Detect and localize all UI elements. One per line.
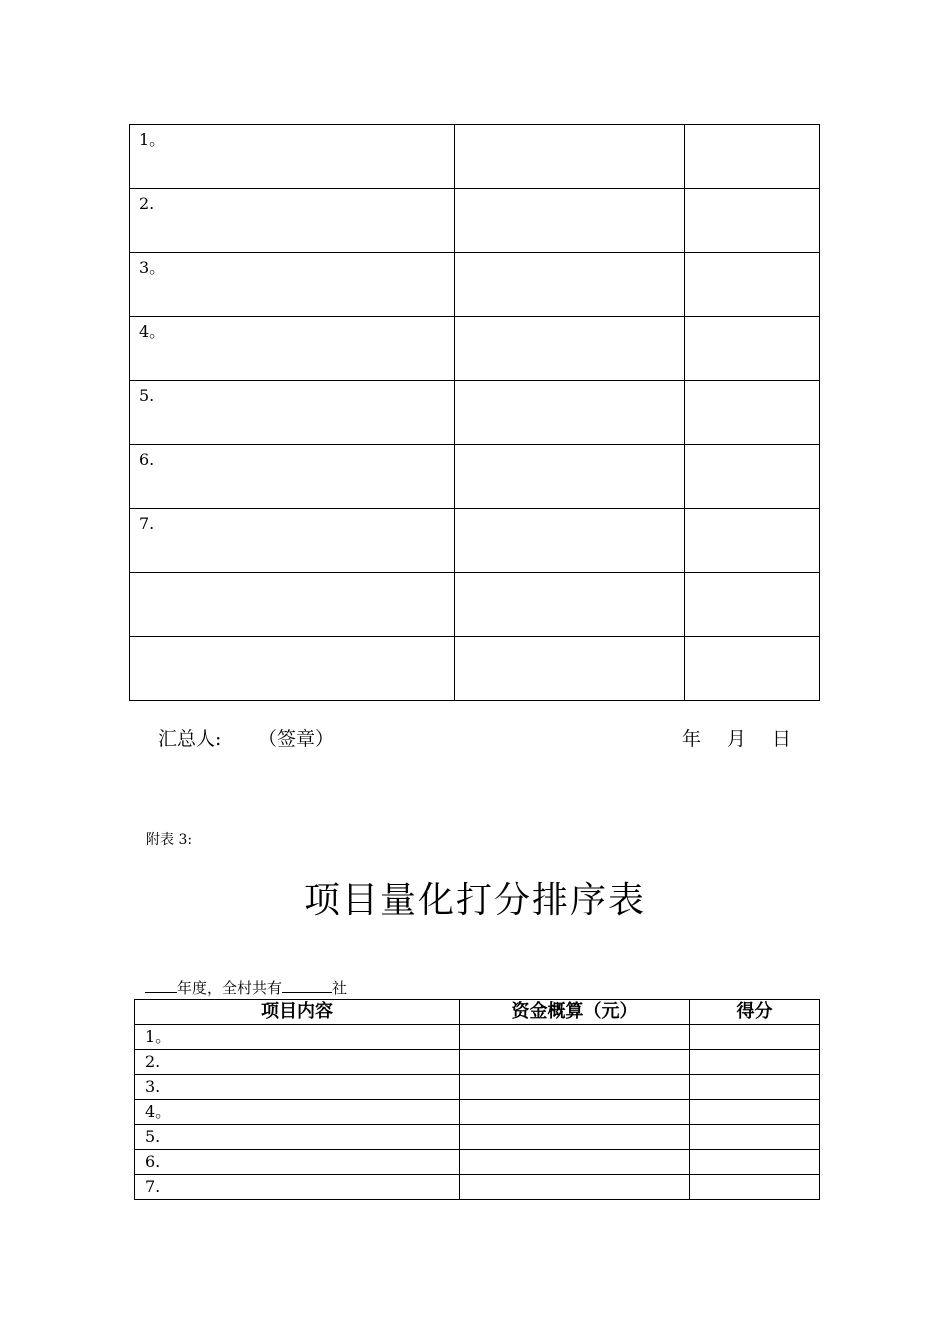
table-row <box>130 381 820 445</box>
row-number: 1。 <box>139 130 166 149</box>
community-count-blank <box>282 977 332 993</box>
table-row <box>135 1125 820 1150</box>
row-number: 5. <box>145 1127 161 1146</box>
upper-table-body <box>130 125 820 701</box>
row-number: 2. <box>145 1052 161 1071</box>
table-header <box>135 1000 820 1025</box>
table-row <box>135 1175 820 1200</box>
row-number: 1。 <box>145 1027 172 1046</box>
table-row <box>130 509 820 573</box>
page-title: 项目量化打分排序表 <box>303 880 646 921</box>
table-row <box>130 189 820 253</box>
row-number: 2. <box>139 194 155 213</box>
table-row <box>135 1100 820 1125</box>
table-row <box>130 637 820 701</box>
scoring-ranking-table <box>134 999 820 1200</box>
month-label: 月 <box>727 728 747 750</box>
table-row <box>130 445 820 509</box>
row-number: 3. <box>145 1077 161 1096</box>
year-line <box>145 977 347 998</box>
upper-project-table <box>129 124 820 701</box>
year-suffix: 年度，全村共有 <box>177 979 283 997</box>
header-row <box>135 1000 820 1025</box>
attachment-label: 附表 3: <box>146 832 193 848</box>
column-header-score: 得分 <box>690 1000 820 1025</box>
year-blank <box>145 977 177 993</box>
row-number: 5. <box>139 386 155 405</box>
lower-table-body <box>135 1025 820 1200</box>
row-number: 6. <box>145 1152 161 1171</box>
community-suffix: 社 <box>332 979 348 997</box>
table-row <box>130 573 820 637</box>
seal-label: （签章） <box>258 728 335 750</box>
row-number <box>130 573 454 577</box>
table-row <box>135 1025 820 1050</box>
table-row <box>135 1075 820 1100</box>
year-label: 年 <box>682 728 702 750</box>
table-row <box>135 1150 820 1175</box>
table-row <box>130 317 820 381</box>
row-number: 4。 <box>139 322 166 341</box>
column-header-project-content: 项目内容 <box>135 1000 460 1025</box>
row-number: 4。 <box>145 1102 172 1121</box>
table-row <box>135 1050 820 1075</box>
column-header-budget: 资金概算（元） <box>460 1000 690 1025</box>
row-number: 7. <box>139 514 155 533</box>
table-row <box>130 253 820 317</box>
row-number: 3。 <box>139 258 166 277</box>
table-row <box>130 125 820 189</box>
summarizer-label: 汇总人: <box>158 728 222 750</box>
day-label: 日 <box>772 728 792 750</box>
row-number: 7. <box>145 1177 161 1196</box>
row-number: 6. <box>139 450 155 469</box>
row-number <box>130 637 454 641</box>
